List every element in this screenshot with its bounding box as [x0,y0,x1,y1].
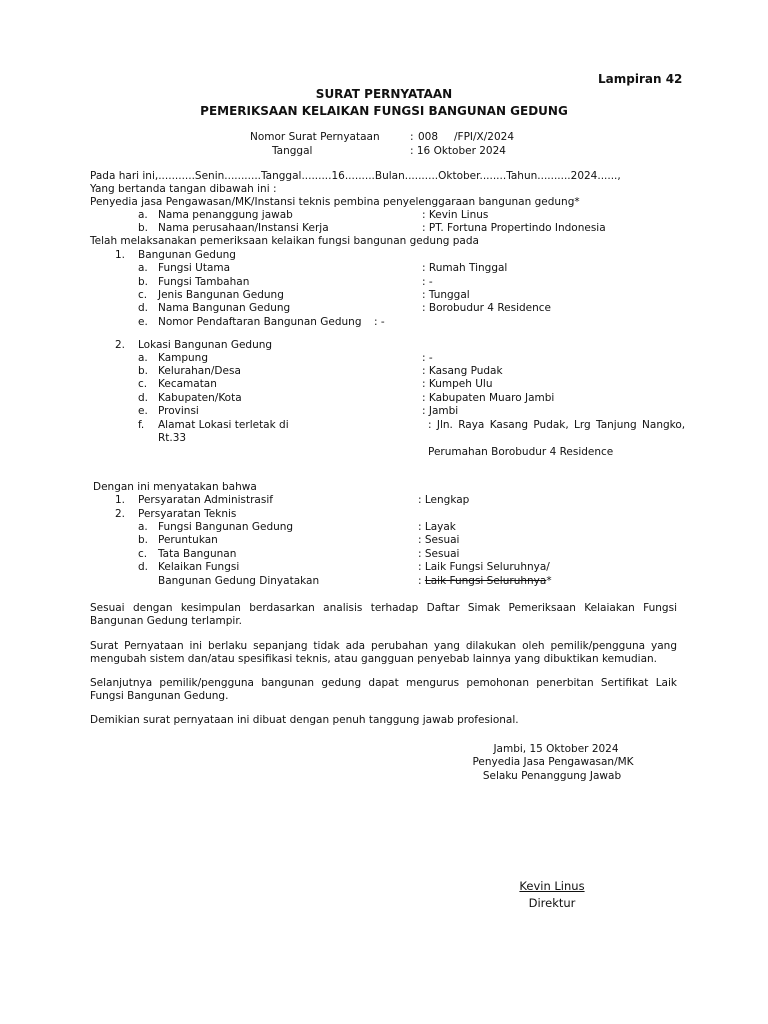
doc-subtitle: PEMERIKSAAN KELAIKAN FUNGSI BANGUNAN GEDUNG [200,104,568,118]
location-label: Kecamatan [158,378,217,390]
inspection-intro: Telah melaksanakan pemeriksaan kelaikan fungsi bangunan gedung pada [90,235,479,247]
building-label: Jenis Bangunan Gedung [158,289,284,301]
requirement-label: Persyaratan Administrasif [138,494,273,506]
location-label: Kampung [158,352,209,364]
footnote-star: * [546,575,552,587]
building-marker: a. [138,262,148,274]
attachment-label: Lampiran 42 [598,72,683,86]
building-label: Fungsi Tambahan [158,276,250,288]
requirement-value: : Lengkap [418,494,470,506]
building-marker: d. [138,302,149,314]
building-label: Nama Bangunan Gedung [158,302,291,314]
location-marker: c. [138,378,148,390]
requirement-number: 1. [115,494,126,506]
tanggal-value: : 16 Oktober 2024 [410,145,506,157]
provider-value: : PT. Fortuna Propertindo Indonesia [422,222,606,234]
provider-value: : Kevin Linus [422,209,489,221]
location-label: Kabupaten/Kota [158,392,242,404]
address-line-2: Perumahan Borobudur 4 Residence [428,446,614,458]
location-number: 2. [115,339,126,351]
struck-value: Laik Fungsi Seluruhnya [424,575,547,587]
technical-value [418,575,552,588]
technical-label: Fungsi Bangunan Gedung [158,521,294,533]
location-value: : Kabupaten Muaro Jambi [422,392,555,404]
requirement-number: 2. [115,508,126,520]
requirement-label: Persyaratan Teknis [138,508,237,520]
technical-marker: c. [138,548,148,560]
technical-label: Kelaikan Fungsi [158,561,240,573]
technical-value: : Sesuai [418,534,460,546]
signer-name: Kevin Linus [519,879,585,893]
nomor-number: 008 [418,131,439,143]
technical-marker: b. [138,534,149,546]
technical-label: Bangunan Gedung Dinyatakan [158,575,320,587]
building-value: : - [374,316,385,328]
building-marker: b. [138,276,149,288]
technical-value: : Sesuai [418,548,460,560]
technical-marker: d. [138,561,149,573]
building-marker: c. [138,289,148,301]
building-value: : Rumah Tinggal [422,262,508,274]
provider-marker: b. [138,222,149,234]
building-number: 1. [115,249,126,261]
technical-label: Tata Bangunan [158,548,237,560]
tanggal-label: Tanggal [272,145,313,157]
building-marker: e. [138,316,148,328]
declare-intro: Dengan ini menyatakan bahwa [93,481,257,493]
doc-title: SURAT PERNYATAAN [315,87,453,101]
location-marker: d. [138,392,149,404]
provider-label: Nama perusahaan/Instansi Kerja [158,222,329,234]
location-marker: f. [138,419,145,431]
sign-role-1: Penyedia Jasa Pengawasan/MK [472,756,634,768]
provider-intro: Penyedia jasa Pengawasan/MK/Instansi teknis pembina penyelenggaraan bangunan gedung* [90,196,580,208]
paragraph-closing: Demikian surat pernyataan ini dibuat dengan penuh tanggung jawab profesional. [90,714,519,726]
building-value: : - [422,276,433,288]
sign-place-date: Jambi, 15 Oktober 2024 [493,743,619,755]
paragraph-next-step: Selanjutnya pemilik/pengguna bangunan gedung dapat mengurus pemohonan penerbitan Sertifikat Laik Fungsi Bangunan Gedung. [90,677,677,702]
nomor-colon: : [410,131,414,143]
location-label: Provinsi [158,405,199,417]
technical-marker: a. [138,521,148,533]
building-heading: Bangunan Gedung [138,249,236,261]
location-marker: e. [138,405,148,417]
signer-title: Direktur [528,896,576,910]
technical-colon: : [418,575,422,587]
location-marker: a. [138,352,148,364]
provider-marker: a. [138,209,148,221]
sign-role-2: Selaku Penanggung Jawab [482,770,622,782]
location-heading: Lokasi Bangunan Gedung [138,339,273,351]
paragraph-validity: Surat Pernyataan ini berlaku sepanjang tidak ada perubahan yang dilakukan oleh pemilik/pengguna yang mengubah sistem dan/atau spesifikasi teknis, atau gangguan penyebab lainnya yang dibuktikan kemudian. [90,640,677,665]
technical-label: Peruntukan [158,534,218,546]
location-label: Kelurahan/Desa [158,365,241,377]
location-value: : Kasang Pudak [422,365,503,377]
location-value: : - [422,352,433,364]
location-value: : Jambi [422,405,459,417]
provider-label: Nama penanggung jawab [158,209,293,221]
address-continuation: Rt.33 [158,432,187,444]
location-marker: b. [138,365,149,377]
building-value: : Tunggal [422,289,470,301]
building-label: Fungsi Utama [158,262,231,274]
nomor-label: Nomor Surat Pernyataan [250,131,380,143]
paragraph-conclusion: Sesuai dengan kesimpulan berdasarkan analisis terhadap Daftar Simak Pemeriksaan Kelaiakan Fungsi Bangunan Gedung terlampir. [90,602,677,627]
technical-value: : Layak [418,521,456,533]
location-value: : Kumpeh Ulu [422,378,493,390]
signer-intro: Yang bertanda tangan dibawah ini : [90,183,277,195]
building-label: Nomor Pendaftaran Bangunan Gedung [158,316,362,328]
building-value: : Borobudur 4 Residence [422,302,552,314]
location-label: Alamat Lokasi terletak di [158,419,289,431]
nomor-code: /FPI/X/2024 [454,131,514,143]
technical-value: : Laik Fungsi Seluruhnya/ [418,561,550,573]
intro-date-line: Pada hari ini,...........Senin...........Tanggal.........16.........Bulan..........Oktober........Tahun..........2024......, [90,170,621,182]
location-value: : Jln. Raya Kasang Pudak, Lrg Tanjung Nangko, [428,419,686,431]
